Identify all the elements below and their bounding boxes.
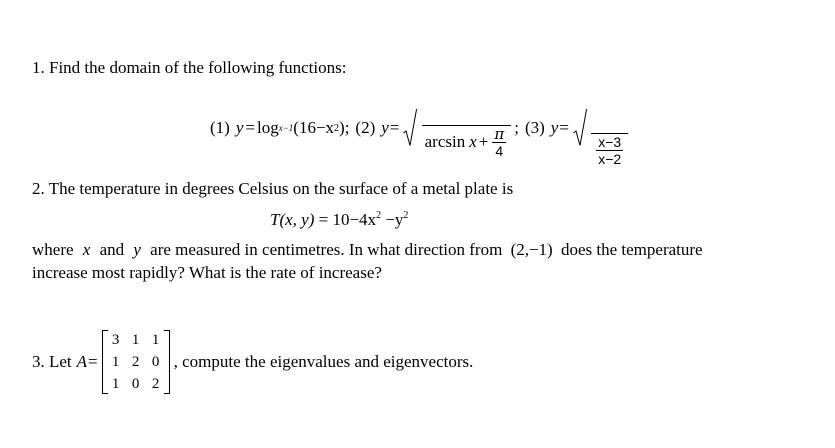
matrix-cell: 0 [131, 376, 140, 392]
formula-2-denominator: 4 [495, 142, 504, 159]
formula-3-sqrt [573, 109, 628, 167]
formula-1-base: x−1 [278, 123, 294, 133]
matrix-cell: 1 [111, 376, 120, 392]
formula-3-denominator: x−2 [598, 151, 622, 167]
question-2-and: and [99, 240, 125, 259]
radical-sign-icon [403, 109, 417, 147]
question-1-heading: 1. Find the domain of the following functions: [32, 58, 347, 77]
temperature-formula-term-b: −y [385, 210, 404, 229]
formula-3-lhs: y [550, 118, 559, 137]
matrix-a [102, 329, 170, 395]
formula-2-lhs: y [381, 118, 389, 137]
formula-2-sqrt [403, 109, 511, 159]
matrix-equals: = [88, 352, 98, 371]
question-2-point: (2,−1) [510, 240, 553, 259]
formula-2-close: ; [514, 118, 519, 137]
formula-1-log: log [256, 118, 279, 137]
question-2-var-y: y [133, 240, 141, 259]
formula-2-fraction [492, 126, 506, 159]
formula-2-plus: + [478, 132, 489, 151]
temperature-formula-equals: = [318, 210, 329, 229]
temperature-formula [270, 206, 408, 230]
formula-1-exponent: 2 [334, 122, 340, 134]
question-3 [32, 326, 473, 398]
formula-1-equals: = [245, 118, 255, 137]
formula-3-numerator: x−3 [598, 134, 622, 150]
question-1-formulas [210, 106, 628, 167]
matrix-cell: 1 [111, 354, 120, 370]
question-2-var-x: x [82, 240, 91, 259]
matrix-cell: 1 [151, 332, 160, 348]
formula-3-label: (3) [524, 118, 545, 137]
formula-3-equals: = [559, 118, 569, 137]
matrix-cell: 3 [111, 332, 120, 348]
matrix-cell: 2 [131, 354, 140, 370]
formula-3-fraction [596, 134, 623, 167]
formula-1-lhs: y [235, 118, 244, 137]
question-2-measured: are measured in centimetres. In what direction from [150, 240, 503, 259]
temperature-formula-exponent-2: 2 [403, 210, 409, 221]
formula-1-argument: (16−x [293, 118, 335, 137]
matrix-cell: 1 [131, 332, 140, 348]
formula-2-arcsin: arcsin [424, 132, 466, 151]
formula-1-label: (1) [210, 118, 230, 137]
matrix-name: A [76, 352, 88, 371]
matrix-cell: 2 [151, 376, 160, 392]
question-3-suffix: , compute the eigenvalues and eigenvectors. [173, 352, 474, 371]
temperature-formula-exponent-1: 2 [376, 210, 382, 221]
question-2-intro: 2. The temperature in degrees Celsius on the surface of a metal plate is [32, 179, 514, 198]
formula-2-x: x [469, 132, 477, 151]
formula-2-numerator: π [494, 124, 505, 143]
formula-2-label: (2) [355, 118, 376, 137]
question-2-body-line-1 [32, 240, 703, 260]
question-2-body-line-2: increase most rapidly? What is the rate of increase? [32, 263, 382, 282]
formula-2-equals: = [389, 118, 400, 137]
question-2-direction: does the temperature [560, 240, 703, 259]
temperature-formula-lhs: T(x, y) [270, 210, 315, 229]
radical-sign-icon [573, 109, 587, 147]
matrix-cell: 0 [151, 354, 160, 370]
question-2-where: where [32, 240, 74, 259]
formula-1-close: ); [339, 118, 350, 137]
right-bracket [164, 330, 170, 394]
left-bracket [102, 330, 108, 394]
temperature-formula-term-a: 10−4x [332, 210, 377, 229]
question-3-prefix: 3. Let [32, 352, 72, 371]
